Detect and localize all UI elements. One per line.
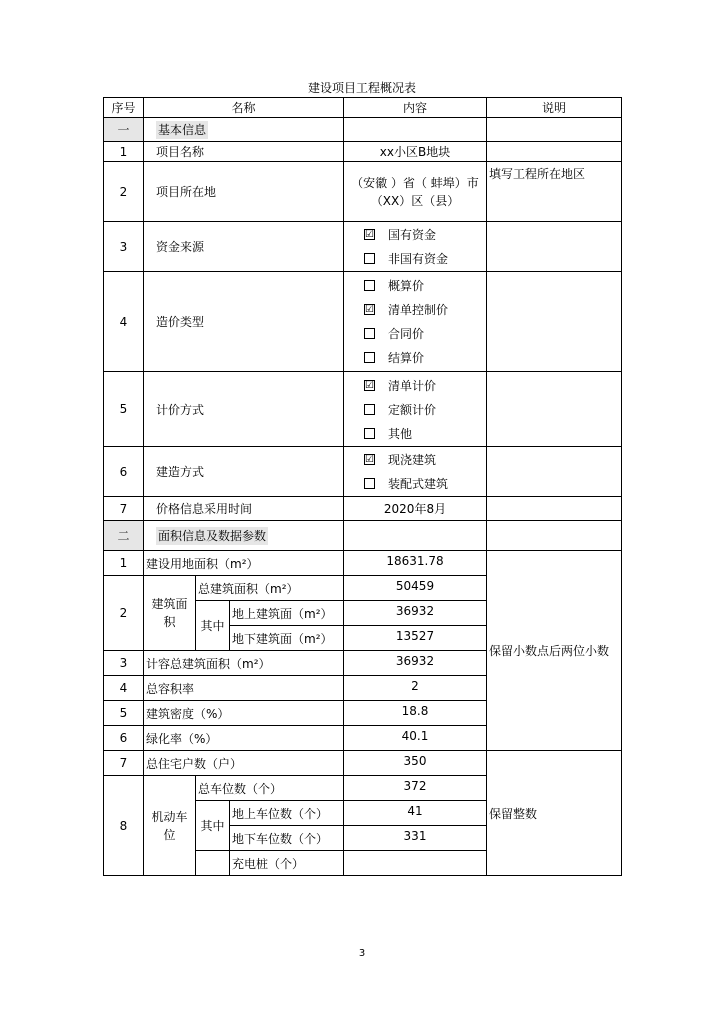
table-title: 建设项目工程概况表 <box>307 81 416 95</box>
checkbox-option[interactable]: 其他 <box>346 421 484 445</box>
row-content: 350 <box>344 751 487 776</box>
row-note: 保留整数 <box>487 751 622 876</box>
row-content: 13527 <box>344 626 487 651</box>
row-num: 2 <box>104 162 144 222</box>
table-row <box>104 162 622 222</box>
row-content <box>344 851 487 876</box>
row-group: 机动车位 <box>144 776 196 876</box>
checkbox-option[interactable]: 定额计价 <box>346 397 484 421</box>
row-name: 总住宅户数（户） <box>144 751 344 776</box>
checkbox-option[interactable]: 概算价 <box>346 274 484 298</box>
row-num: 4 <box>104 676 144 701</box>
row-sub: 其中 <box>196 601 230 651</box>
header-name: 名称 <box>144 98 344 118</box>
row-name: 项目所在地 <box>144 162 344 222</box>
row-content: 372 <box>344 776 487 801</box>
table-row <box>104 372 622 447</box>
header-row <box>104 98 622 118</box>
row-content: 40.1 <box>344 726 487 751</box>
table-row <box>104 551 622 576</box>
table-row <box>104 142 622 162</box>
row-name: 总容积率 <box>144 676 344 701</box>
row-name: 项目名称 <box>144 142 344 162</box>
row-name: 建筑密度（%） <box>144 701 344 726</box>
row-num: 3 <box>104 651 144 676</box>
row-name: 地下车位数（个） <box>230 826 344 851</box>
row-num: 7 <box>104 497 144 521</box>
checkbox-icon[interactable] <box>364 280 375 291</box>
section-row <box>104 118 622 142</box>
checkbox-option[interactable]: 合同价 <box>346 322 484 346</box>
row-name: 地上车位数（个） <box>230 801 344 826</box>
funding-options <box>344 222 487 272</box>
table-row <box>104 497 622 521</box>
section-label: 面积信息及数据参数 <box>144 521 344 551</box>
checkbox-icon[interactable] <box>364 404 375 415</box>
header-note: 说明 <box>487 98 622 118</box>
row-num: 6 <box>104 447 144 497</box>
checkbox-icon[interactable]: ☑ <box>365 379 374 391</box>
row-num: 2 <box>104 576 144 651</box>
row-note: 填写工程所在地区 <box>487 162 622 222</box>
table-row <box>104 272 622 372</box>
construction-options <box>344 447 487 497</box>
checkbox-icon[interactable]: ☑ <box>365 304 374 315</box>
row-num: 4 <box>104 272 144 372</box>
row-num: 7 <box>104 751 144 776</box>
checkbox-icon[interactable] <box>364 428 375 439</box>
header-content: 内容 <box>344 98 487 118</box>
row-content: （安徽 ）省（ 蚌埠）市（XX）区（县） <box>344 162 487 222</box>
row-content: 36932 <box>344 651 487 676</box>
cost-type-options <box>344 272 487 372</box>
table-row <box>104 751 622 776</box>
row-name: 造价类型 <box>144 272 344 372</box>
row-num: 5 <box>104 701 144 726</box>
checkbox-icon[interactable]: ☑ <box>365 454 374 465</box>
row-group: 建筑面积 <box>144 576 196 651</box>
row-content: 2020年8月 <box>344 497 487 521</box>
row-name: 价格信息采用时间 <box>144 497 344 521</box>
row-name: 总车位数（个） <box>196 776 344 801</box>
checkbox-option[interactable]: 装配式建筑 <box>346 472 484 496</box>
section-label: 基本信息 <box>144 118 344 142</box>
row-num: 1 <box>104 142 144 162</box>
row-name: 计容总建筑面积（m²） <box>144 651 344 676</box>
row-content: 2 <box>344 676 487 701</box>
row-content: 18631.78 <box>344 551 487 576</box>
checkbox-icon[interactable] <box>364 328 375 339</box>
checkbox-icon[interactable] <box>364 352 375 363</box>
section-num: 二 <box>104 521 144 551</box>
row-content: 41 <box>344 801 487 826</box>
row-content: xx小区B地块 <box>344 142 487 162</box>
row-name: 总建筑面积（m²） <box>196 576 344 601</box>
row-content: 36932 <box>344 601 487 626</box>
checkbox-option[interactable]: ☑ 现浇建筑 <box>365 453 437 467</box>
row-num: 6 <box>104 726 144 751</box>
checkbox-option[interactable]: ☑ 清单计价 <box>365 378 437 393</box>
row-name: 地下建筑面（m²） <box>230 626 344 651</box>
section-num: 一 <box>104 118 144 142</box>
checkbox-option[interactable]: ☑ 清单控制价 <box>365 303 449 317</box>
checkbox-icon[interactable] <box>364 478 375 489</box>
row-name: 绿化率（%） <box>144 726 344 751</box>
header-num: 序号 <box>104 98 144 118</box>
row-sub: 其中 <box>196 801 230 851</box>
row-content: 50459 <box>344 576 487 601</box>
row-num: 3 <box>104 222 144 272</box>
checkbox-option[interactable]: ☑ 国有资金 <box>365 228 437 242</box>
row-num: 1 <box>104 551 144 576</box>
pricing-options <box>344 372 487 447</box>
project-overview-table <box>103 97 622 876</box>
row-content: 331 <box>344 826 487 851</box>
table-row <box>104 222 622 272</box>
row-name: 建设用地面积（m²） <box>144 551 344 576</box>
row-name: 资金来源 <box>144 222 344 272</box>
page-number: 3 <box>358 948 366 959</box>
table-row <box>104 447 622 497</box>
row-content: 18.8 <box>344 701 487 726</box>
row-name: 计价方式 <box>144 372 344 447</box>
row-num: 8 <box>104 776 144 876</box>
checkbox-icon[interactable]: ☑ <box>365 229 374 240</box>
row-name: 建造方式 <box>144 447 344 497</box>
row-name: 充电桩（个） <box>230 851 344 876</box>
section-row <box>104 521 622 551</box>
checkbox-option[interactable]: 结算价 <box>346 346 484 370</box>
row-name: 地上建筑面（m²） <box>230 601 344 626</box>
row-note: 保留小数点后两位小数 <box>487 551 622 751</box>
checkbox-option[interactable]: 非国有资金 <box>346 247 484 271</box>
row-num: 5 <box>104 372 144 447</box>
checkbox-icon[interactable] <box>364 253 375 264</box>
